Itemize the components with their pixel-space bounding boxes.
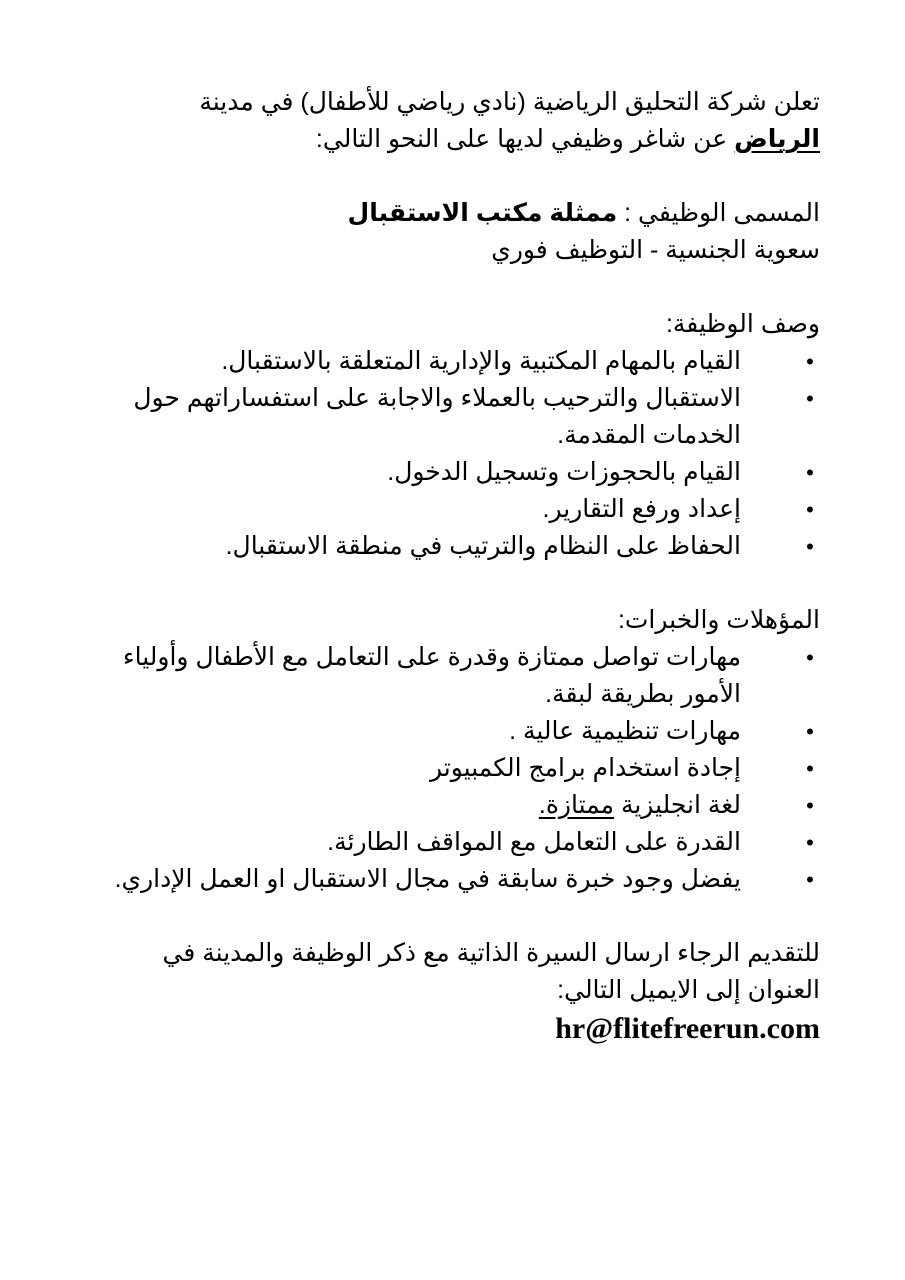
job-terms: سعوية الجنسية - التوظيف فوري	[491, 236, 820, 264]
list-item	[60, 750, 820, 787]
description-heading: وصف الوظيفة:	[665, 310, 820, 338]
bullet-icon: •	[806, 719, 814, 744]
list-item	[60, 861, 820, 898]
bullet-icon: •	[806, 460, 814, 485]
list-item	[60, 380, 820, 454]
list-item-text: مهارات تواصل ممتازة وقدرة على التعامل مع الأطفال وأولياء الأمور بطريقة لبقة.	[122, 643, 741, 708]
description-list	[60, 343, 820, 565]
apply-line-2: العنوان إلى الايميل التالي:	[557, 976, 820, 1004]
list-item	[60, 639, 820, 713]
spacer	[60, 269, 820, 306]
list-item-text: لغة انجليزية	[614, 791, 741, 819]
spacer	[60, 158, 820, 195]
bullet-icon: •	[806, 534, 814, 559]
spacer	[60, 565, 820, 602]
qualifications-list	[60, 639, 820, 898]
list-item-text: الاستقبال والترحيب بالعملاء والاجابة على استفساراتهم حول الخدمات المقدمة.	[133, 384, 741, 449]
list-item	[60, 491, 820, 528]
intro-line-1: تعلن شركة التحليق الرياضية (نادي رياضي للأطفال) في مدينة	[199, 88, 820, 116]
list-item	[60, 787, 820, 824]
apply-line-1: للتقديم الرجاء ارسال السيرة الذاتية مع ذكر الوظيفة والمدينة في	[162, 939, 820, 967]
job-title-label: المسمى الوظيفي :	[617, 199, 820, 227]
list-item-text: القيام بالحجوزات وتسجيل الدخول.	[387, 458, 741, 486]
list-item-text: مهارات تنظيمية عالية .	[509, 717, 741, 745]
list-item-text: القدرة على التعامل مع المواقف الطارئة.	[327, 828, 741, 856]
list-item	[60, 343, 820, 380]
bullet-icon: •	[806, 793, 814, 818]
spacer	[60, 898, 820, 935]
list-item-text: إعداد ورفع التقارير.	[542, 495, 741, 523]
bullet-icon: •	[806, 756, 814, 781]
english-level: ممتازة.	[538, 791, 614, 819]
list-item-text: القيام بالمهام المكتبية والإدارية المتعلقة بالاستقبال.	[221, 347, 741, 375]
job-title-value: ممثلة مكتب الاستقبال	[347, 199, 618, 227]
bullet-icon: •	[806, 645, 814, 670]
qualifications-heading: المؤهلات والخبرات:	[617, 606, 820, 634]
contact-email: hr@flitefreerun.com	[555, 1012, 820, 1045]
list-item	[60, 528, 820, 565]
intro-line-2	[60, 121, 820, 158]
bullet-icon: •	[806, 830, 814, 855]
job-advertisement	[60, 84, 820, 1049]
city-name: الرياض	[734, 125, 820, 153]
list-item-text: الحفاظ على النظام والترتيب في منطقة الاستقبال.	[225, 532, 741, 560]
list-item	[60, 713, 820, 750]
list-item-text: إجادة استخدام برامج الكمبيوتر	[429, 754, 741, 782]
bullet-icon: •	[806, 349, 814, 374]
bullet-icon: •	[806, 497, 814, 522]
list-item	[60, 454, 820, 491]
list-item-text: يفضل وجود خبرة سابقة في مجال الاستقبال او العمل الإداري.	[114, 865, 741, 893]
list-item	[60, 824, 820, 861]
bullet-icon: •	[806, 386, 814, 411]
job-title-line	[60, 195, 820, 232]
bullet-icon: •	[806, 867, 814, 892]
intro-line-2-text: عن شاغر وظيفي لديها على النحو التالي:	[315, 125, 735, 153]
